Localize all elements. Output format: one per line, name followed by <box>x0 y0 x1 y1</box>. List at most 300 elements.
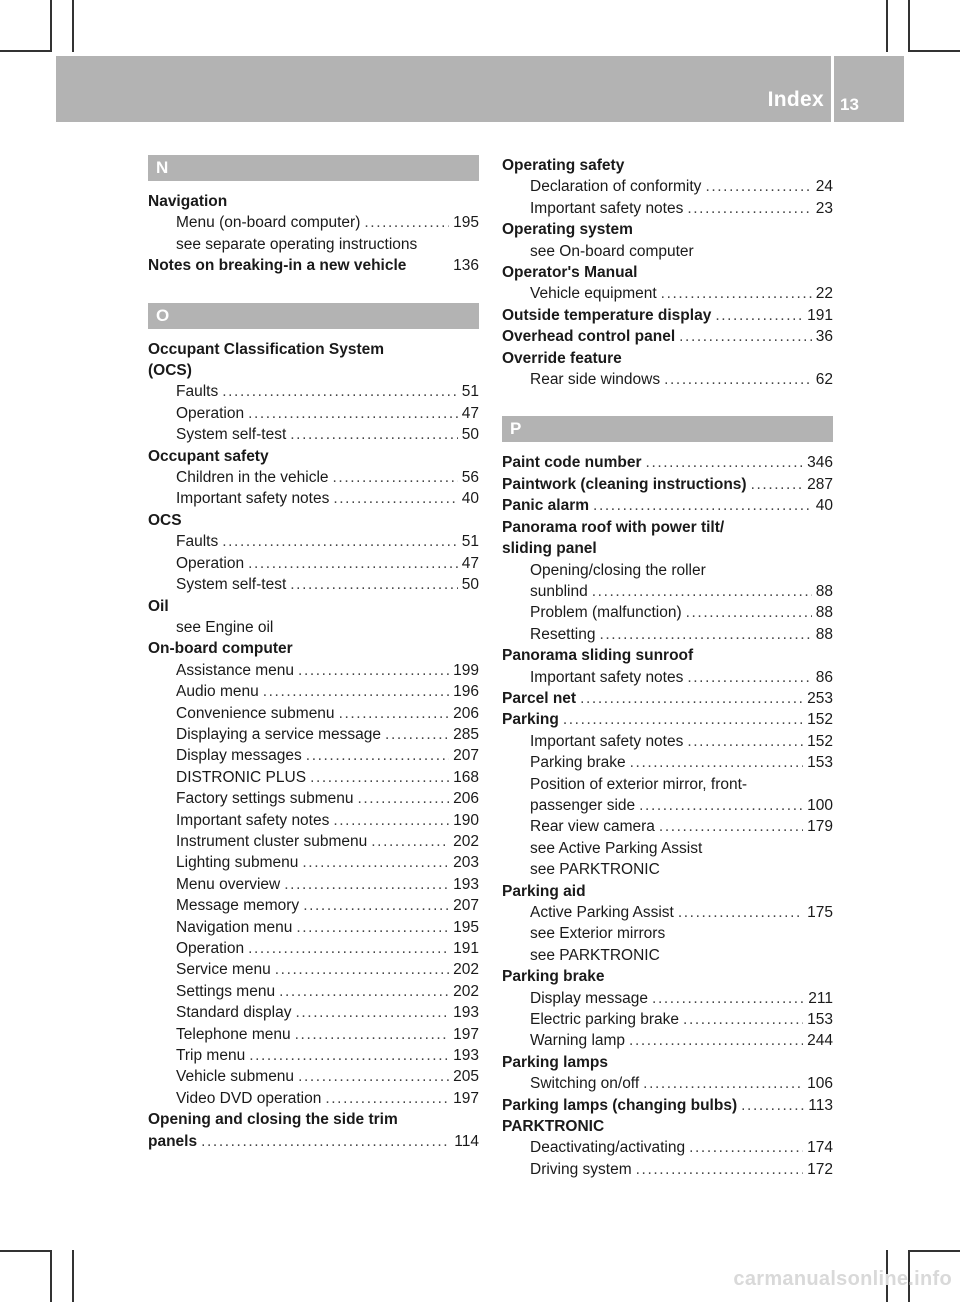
page-reference[interactable]: 40 <box>815 497 833 515</box>
header-divider <box>831 56 834 122</box>
page-reference[interactable]: 196 <box>453 683 479 701</box>
index-column-right <box>502 155 833 1180</box>
entry-text: Telephone menu <box>176 1025 291 1043</box>
page-reference[interactable]: 190 <box>453 811 479 829</box>
entry-text: Rear view camera <box>530 818 655 836</box>
dot-leader <box>563 709 803 730</box>
entry-text: Instrument cluster submenu <box>176 832 368 850</box>
crop-mark <box>886 0 888 52</box>
index-subentry[interactable] <box>148 959 479 980</box>
index-entry <box>148 596 479 617</box>
page-reference[interactable]: 206 <box>453 704 479 722</box>
index-subentry[interactable] <box>502 902 833 923</box>
page-reference[interactable]: 24 <box>815 178 833 196</box>
watermark: carmanualsonline.info <box>733 1268 952 1290</box>
crop-mark <box>908 50 960 52</box>
entry-text: Opening and closing the side trim <box>148 1111 398 1129</box>
index-subentry[interactable] <box>148 1088 479 1109</box>
index-subentry[interactable] <box>148 212 479 233</box>
dot-leader <box>275 959 449 980</box>
index-subentry[interactable] <box>148 531 479 552</box>
page-reference[interactable]: 40 <box>461 490 479 508</box>
index-subentry[interactable] <box>502 581 833 602</box>
entry-text: Switching on/off <box>530 1075 640 1093</box>
page-reference[interactable]: 153 <box>807 1011 833 1029</box>
entry-text: Parking lamps <box>502 1053 608 1071</box>
dot-leader <box>248 403 458 424</box>
page-reference[interactable]: 172 <box>807 1160 833 1178</box>
index-entry <box>502 538 833 559</box>
index-subentry[interactable] <box>502 1030 833 1051</box>
dot-leader <box>296 917 449 938</box>
index-subentry[interactable] <box>148 1045 479 1066</box>
entry-text: Panorama sliding sunroof <box>502 647 694 665</box>
entry-text: System self-test <box>176 576 287 594</box>
dot-leader <box>222 381 458 402</box>
index-subentry[interactable] <box>148 895 479 916</box>
index-subentry[interactable] <box>502 988 833 1009</box>
dot-leader <box>339 703 450 724</box>
dot-leader <box>201 1131 450 1152</box>
dot-leader <box>683 1009 803 1030</box>
page-reference[interactable]: 62 <box>815 371 833 389</box>
entry-text: Navigation menu <box>176 918 293 936</box>
dot-leader <box>678 902 803 923</box>
index-subentry[interactable] <box>148 1002 479 1023</box>
dot-leader <box>715 305 803 326</box>
page-reference[interactable]: 23 <box>815 199 833 217</box>
entry-text: Active Parking Assist <box>530 904 674 921</box>
index-subentry[interactable] <box>148 660 479 681</box>
crop-mark <box>50 1250 52 1302</box>
dot-leader <box>284 874 449 895</box>
dot-leader <box>357 788 449 809</box>
entry-text: Operating safety <box>502 157 625 174</box>
page-reference[interactable]: 191 <box>807 306 833 324</box>
dot-leader <box>593 495 812 516</box>
page-title: Index <box>767 88 824 111</box>
entry-text: Important safety notes <box>176 811 330 829</box>
page-reference[interactable]: 179 <box>807 818 833 836</box>
index-entry <box>502 517 833 538</box>
page-reference[interactable]: 206 <box>453 790 479 808</box>
page-reference[interactable]: 203 <box>453 854 479 872</box>
crop-mark <box>0 50 52 52</box>
entry-text: Parking lamps (changing bulbs) <box>502 1096 738 1114</box>
index-entry[interactable] <box>502 452 833 473</box>
index-subentry[interactable] <box>502 1073 833 1094</box>
entry-text: Faults <box>176 383 219 401</box>
page-reference[interactable]: 202 <box>453 982 479 1000</box>
entry-text: Navigation <box>148 193 228 210</box>
dot-leader <box>636 1159 803 1180</box>
dot-leader <box>599 624 811 645</box>
entry-text: System self-test <box>176 426 287 444</box>
page-reference[interactable]: 100 <box>807 796 833 814</box>
entry-text: see Exterior mirrors <box>530 925 666 943</box>
entry-text: Panorama roof with power tilt/ <box>502 518 725 536</box>
index-subentry[interactable] <box>502 731 833 752</box>
dot-leader <box>643 1073 803 1094</box>
page-reference[interactable]: 174 <box>807 1139 833 1157</box>
page-reference[interactable]: 202 <box>453 961 479 979</box>
index-subentry[interactable] <box>148 938 479 959</box>
index-subentry[interactable] <box>148 553 479 574</box>
entry-text: Electric parking brake <box>530 1011 680 1029</box>
section-letter-o: O <box>148 303 479 329</box>
page-reference[interactable]: 50 <box>461 426 479 444</box>
page-reference[interactable]: 152 <box>807 711 833 729</box>
entry-text: Convenience submenu <box>176 704 335 722</box>
entry-text: PARKTRONIC <box>502 1118 605 1136</box>
index-subentry[interactable] <box>502 1137 833 1158</box>
index-subentry <box>502 923 833 944</box>
page-reference[interactable]: 207 <box>453 897 479 915</box>
index-subentry[interactable] <box>502 198 833 219</box>
entry-text: Notes on breaking-in a new vehicle <box>148 257 407 275</box>
index-entry <box>148 638 479 659</box>
index-subentry[interactable] <box>148 403 479 424</box>
entry-text: Parking brake <box>530 754 626 772</box>
page-reference[interactable]: 202 <box>453 832 479 850</box>
index-subentry[interactable] <box>148 381 479 402</box>
index-subentry[interactable] <box>502 176 833 197</box>
page-reference[interactable]: 287 <box>807 475 833 493</box>
page-reference[interactable]: 195 <box>453 214 479 232</box>
dot-leader <box>298 1066 449 1087</box>
entry-text: (OCS) <box>148 362 192 380</box>
page-reference[interactable]: 193 <box>453 1004 479 1022</box>
entry-text: Important safety notes <box>530 199 684 217</box>
index-subentry[interactable] <box>502 1009 833 1030</box>
index-subentry <box>502 560 833 581</box>
index-entry <box>502 645 833 666</box>
dot-leader <box>333 467 458 488</box>
entry-text: Warning lamp <box>530 1032 626 1050</box>
index-subentry[interactable] <box>148 831 479 852</box>
crop-mark <box>908 1250 960 1252</box>
index-subentry[interactable] <box>148 788 479 809</box>
entry-text: OCS <box>148 511 182 529</box>
entry-text: Parking <box>502 711 559 729</box>
index-subentry[interactable] <box>148 488 479 509</box>
dot-leader <box>290 574 458 595</box>
page-reference[interactable]: 56 <box>461 469 479 487</box>
crop-mark <box>50 0 52 52</box>
dot-leader <box>385 724 449 745</box>
page-reference[interactable]: 244 <box>807 1032 833 1050</box>
page-reference[interactable]: 211 <box>808 989 833 1007</box>
entry-text: Parking brake <box>502 968 605 986</box>
page-reference[interactable]: 191 <box>453 940 479 957</box>
index-entry <box>502 881 833 902</box>
section-letter-p: P <box>502 416 833 442</box>
entry-text: Faults <box>176 533 219 551</box>
index-entry <box>502 348 833 369</box>
index-subentry[interactable] <box>148 681 479 702</box>
page-reference[interactable]: 106 <box>807 1075 833 1093</box>
entry-text: Operating system <box>502 221 633 239</box>
entry-text: Vehicle submenu <box>176 1068 295 1086</box>
index-subentry[interactable] <box>148 467 479 488</box>
dot-leader <box>646 452 804 473</box>
index-subentry[interactable] <box>148 917 479 938</box>
dot-leader <box>295 1002 449 1023</box>
index-subentry <box>148 617 479 638</box>
index-entry <box>148 446 479 467</box>
entry-text: Override feature <box>502 349 622 367</box>
entry-text: Important safety notes <box>176 490 330 508</box>
index-subentry[interactable] <box>502 369 833 390</box>
index-subentry[interactable] <box>148 703 479 724</box>
index-entry <box>502 155 833 176</box>
dot-leader <box>664 369 812 390</box>
page-number: 13 <box>840 95 859 114</box>
page-reference[interactable]: 195 <box>453 918 479 936</box>
entry-text: Message memory <box>176 897 300 915</box>
dot-leader <box>325 1088 449 1109</box>
dot-leader <box>580 688 803 709</box>
dot-leader <box>302 852 449 873</box>
page-reference[interactable]: 207 <box>453 747 479 765</box>
index-entry <box>502 219 833 240</box>
page-reference[interactable]: 22 <box>815 285 833 303</box>
dot-leader <box>303 895 449 916</box>
index-subentry[interactable] <box>148 767 479 788</box>
dot-leader <box>249 1045 449 1066</box>
entry-text: see On-board computer <box>530 242 694 260</box>
index-entry <box>502 1052 833 1073</box>
dot-leader <box>630 752 803 773</box>
entry-text: Important safety notes <box>530 732 684 750</box>
entry-text: Driving system <box>530 1160 632 1178</box>
index-subentry[interactable] <box>502 283 833 304</box>
dot-leader <box>222 531 458 552</box>
page-reference[interactable]: 153 <box>807 754 833 772</box>
entry-text: Vehicle equipment <box>530 285 657 303</box>
entry-text: Occupant Classification System <box>148 340 385 358</box>
index-subentry[interactable] <box>148 424 479 445</box>
page-reference[interactable]: 36 <box>815 328 833 346</box>
entry-text: Occupant safety <box>148 447 269 465</box>
index-entry[interactable] <box>502 1095 833 1116</box>
index-entry[interactable] <box>502 709 833 730</box>
dot-leader <box>333 810 449 831</box>
dot-leader <box>306 745 449 766</box>
index-subentry[interactable] <box>148 724 479 745</box>
dot-leader <box>741 1095 804 1116</box>
index-subentry[interactable] <box>502 667 833 688</box>
index-subentry[interactable] <box>502 624 833 645</box>
entry-text: Problem (malfunction) <box>530 604 682 622</box>
page-reference[interactable]: 51 <box>461 383 479 401</box>
dot-leader <box>705 176 811 197</box>
entry-text: Trip menu <box>176 1047 246 1065</box>
entry-text: Video DVD operation <box>176 1089 322 1107</box>
page-reference[interactable]: 47 <box>461 404 479 422</box>
index-entry <box>148 510 479 531</box>
page-reference[interactable]: 113 <box>808 1096 833 1114</box>
page-reference[interactable]: 175 <box>807 904 833 921</box>
entry-text: Paintwork (cleaning instructions) <box>502 475 747 493</box>
entry-text: Paint code number <box>502 454 642 472</box>
index-subentry[interactable] <box>502 752 833 773</box>
index-subentry <box>502 859 833 880</box>
entry-text: Panic alarm <box>502 497 590 515</box>
index-subentry[interactable] <box>148 810 479 831</box>
index-entry[interactable] <box>502 326 833 347</box>
entry-text: Display messages <box>176 747 302 765</box>
page-reference[interactable]: 346 <box>807 454 833 472</box>
crop-mark <box>72 1250 74 1302</box>
index-entry <box>148 339 479 360</box>
entry-text: panels <box>148 1132 198 1150</box>
index-entry <box>502 966 833 987</box>
index-subentry <box>502 838 833 859</box>
dot-leader <box>687 731 803 752</box>
page-reference[interactable]: 193 <box>453 1047 479 1065</box>
index-subentry <box>502 241 833 262</box>
index-subentry <box>502 945 833 966</box>
dot-leader <box>686 602 812 623</box>
dot-leader <box>629 1030 803 1051</box>
entry-text: Declaration of conformity <box>530 178 702 196</box>
page-reference[interactable]: 86 <box>815 668 833 686</box>
index-entry <box>502 1116 833 1137</box>
entry-text: Operation <box>176 554 245 572</box>
page-reference[interactable]: 88 <box>815 582 833 600</box>
page-reference[interactable]: 114 <box>454 1132 479 1150</box>
dot-leader <box>279 981 449 1002</box>
page-reference[interactable]: 205 <box>453 1068 479 1086</box>
entry-text: sunblind <box>530 582 588 600</box>
index-subentry[interactable] <box>148 874 479 895</box>
index-subentry[interactable] <box>502 816 833 837</box>
crop-mark <box>908 0 910 52</box>
index-subentry[interactable] <box>502 602 833 623</box>
dot-leader <box>592 581 812 602</box>
page-reference[interactable]: 197 <box>453 1089 479 1107</box>
entry-text: Assistance menu <box>176 661 295 679</box>
entry-text: Rear side windows <box>530 371 661 389</box>
dot-leader <box>248 938 449 959</box>
dot-leader <box>364 212 449 233</box>
entry-text: Displaying a service message <box>176 725 382 743</box>
index-column-left <box>148 155 479 1152</box>
dot-leader <box>689 1137 803 1158</box>
entry-text: sliding panel <box>502 540 597 558</box>
index-subentry[interactable] <box>148 745 479 766</box>
index-entry[interactable] <box>502 688 833 709</box>
entry-text: Operator's Manual <box>502 264 638 282</box>
entry-text: Deactivating/activating <box>530 1139 686 1157</box>
index-entry <box>148 1109 479 1130</box>
index-subentry[interactable] <box>148 981 479 1002</box>
page-reference[interactable]: 199 <box>453 661 479 679</box>
entry-text: see Active Parking Assist <box>530 839 703 857</box>
dot-leader <box>659 816 803 837</box>
entry-text: Lighting submenu <box>176 854 299 872</box>
page-reference[interactable]: 88 <box>815 604 833 622</box>
index-entry[interactable] <box>502 305 833 326</box>
entry-text: DISTRONIC PLUS <box>176 768 307 786</box>
page-reference[interactable]: 253 <box>807 689 833 707</box>
index-subentry[interactable] <box>148 1066 479 1087</box>
index-subentry[interactable] <box>502 1159 833 1180</box>
entry-text: Resetting <box>530 625 596 643</box>
dot-leader <box>248 553 458 574</box>
entry-text: see PARKTRONIC <box>530 861 660 879</box>
page-reference[interactable]: 88 <box>815 625 833 643</box>
entry-text: Standard display <box>176 1004 292 1022</box>
index-entry[interactable] <box>148 255 479 276</box>
index-entry <box>148 360 479 381</box>
entry-text: Opening/closing the roller <box>530 561 706 579</box>
dot-leader <box>661 283 812 304</box>
page-reference[interactable]: 168 <box>453 768 479 786</box>
page-reference[interactable]: 285 <box>453 725 479 743</box>
dot-leader <box>295 1024 450 1045</box>
dot-leader <box>310 767 449 788</box>
page-reference[interactable]: 47 <box>461 554 479 572</box>
entry-text: Menu (on-board computer) <box>176 214 361 232</box>
entry-text: Position of exterior mirror, front- <box>530 775 748 793</box>
entry-text: Important safety notes <box>530 668 684 686</box>
index-subentry <box>502 774 833 795</box>
dot-leader <box>652 988 804 1009</box>
section-letter-n: N <box>148 155 479 181</box>
crop-mark <box>72 0 74 52</box>
index-subentry[interactable] <box>148 852 479 873</box>
dot-leader <box>263 681 449 702</box>
crop-mark <box>0 1250 52 1252</box>
index-entry[interactable] <box>148 1131 479 1152</box>
entry-text: Display message <box>530 989 649 1007</box>
index-entry <box>502 262 833 283</box>
entry-text: On-board computer <box>148 640 293 658</box>
entry-text: Parcel net <box>502 689 577 707</box>
entry-text: Settings menu <box>176 982 276 1000</box>
entry-text: Factory settings submenu <box>176 790 354 808</box>
index-subentry[interactable] <box>502 795 833 816</box>
page-reference[interactable]: 152 <box>807 732 833 750</box>
entry-text: Parking aid <box>502 882 586 900</box>
index-entry[interactable] <box>502 474 833 495</box>
page-reference[interactable]: 136 <box>453 257 479 275</box>
dot-leader <box>751 474 804 495</box>
page-reference[interactable]: 193 <box>453 875 479 893</box>
entry-text: Audio menu <box>176 683 259 701</box>
entry-text: Operation <box>176 940 245 957</box>
index-subentry <box>148 234 479 255</box>
dot-leader <box>679 326 812 347</box>
index-subentry[interactable] <box>148 1024 479 1045</box>
entry-text: Oil <box>148 597 169 615</box>
index-entry <box>148 191 479 212</box>
dot-leader <box>687 198 811 219</box>
entry-text: Service menu <box>176 961 271 979</box>
page-reference[interactable]: 197 <box>453 1025 479 1043</box>
dot-leader <box>687 667 811 688</box>
page-reference[interactable]: 51 <box>461 533 479 551</box>
dot-leader <box>639 795 803 816</box>
entry-text: Operation <box>176 404 245 422</box>
index-subentry[interactable] <box>148 574 479 595</box>
index-entry[interactable] <box>502 495 833 516</box>
dot-leader <box>333 488 457 509</box>
page-reference[interactable]: 50 <box>461 576 479 594</box>
dot-leader <box>298 660 449 681</box>
